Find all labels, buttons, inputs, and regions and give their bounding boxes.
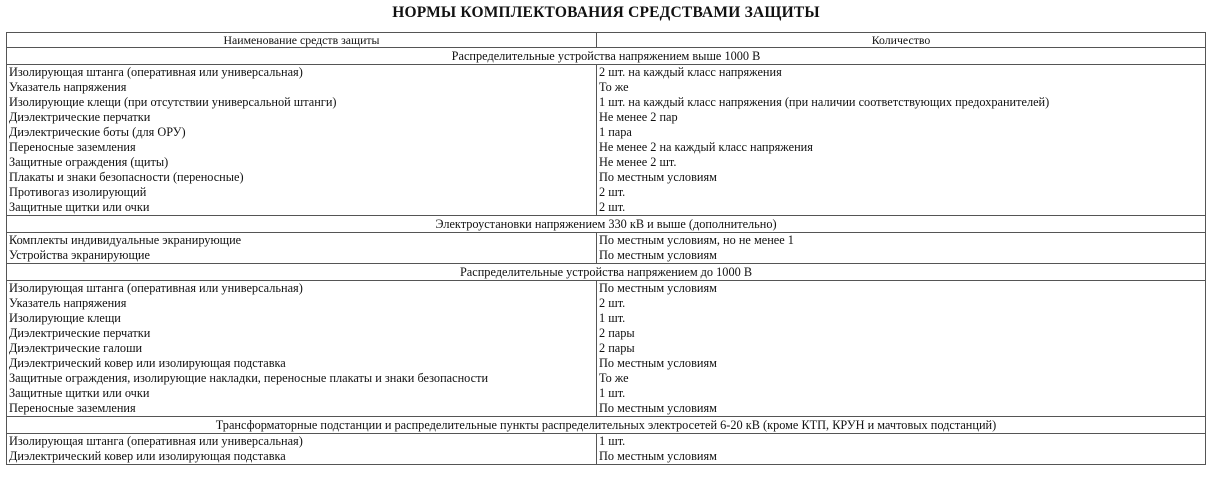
protection-item-quantity: 2 шт. (597, 185, 1206, 200)
table-row (7, 449, 1206, 465)
protection-item-quantity: 1 шт. на каждый класс напряжения (при наличии соответствующих предохранителей) (597, 95, 1206, 110)
protection-item-quantity: По местным условиям (597, 356, 1206, 371)
table-row (7, 95, 1206, 110)
protection-norms-table (6, 32, 1206, 465)
table-row (7, 371, 1206, 386)
page-title: НОРМЫ КОМПЛЕКТОВАНИЯ СРЕДСТВАМИ ЗАЩИТЫ (392, 4, 820, 21)
protection-item-name: Диэлектрические перчатки (7, 110, 597, 125)
protection-item-name: Защитные щитки или очки (7, 200, 597, 216)
protection-item-name: Диэлектрические боты (для ОРУ) (7, 125, 597, 140)
protection-item-name: Диэлектрический ковер или изолирующая подставка (7, 449, 597, 465)
table-row (7, 248, 1206, 264)
protection-item-name: Защитные щитки или очки (7, 386, 597, 401)
table-row (7, 65, 1206, 81)
protection-item-name: Указатель напряжения (7, 296, 597, 311)
protection-item-quantity: 1 пара (597, 125, 1206, 140)
table-row (7, 170, 1206, 185)
table-row (7, 125, 1206, 140)
protection-item-name: Переносные заземления (7, 140, 597, 155)
section-header-row (7, 417, 1206, 434)
protection-item-quantity: 1 шт. (597, 311, 1206, 326)
table-row (7, 326, 1206, 341)
protection-item-name: Комплекты индивидуальные экранирующие (7, 233, 597, 249)
protection-item-quantity: 2 пары (597, 341, 1206, 356)
protection-item-quantity: Не менее 2 на каждый класс напряжения (597, 140, 1206, 155)
table-row (7, 296, 1206, 311)
protection-item-name: Диэлектрические перчатки (7, 326, 597, 341)
table-row (7, 386, 1206, 401)
protection-item-name: Указатель напряжения (7, 80, 597, 95)
table-row (7, 233, 1206, 249)
protection-item-quantity: По местным условиям (597, 281, 1206, 297)
protection-item-quantity: То же (597, 371, 1206, 386)
protection-item-quantity: Не менее 2 шт. (597, 155, 1206, 170)
protection-item-name: Переносные заземления (7, 401, 597, 417)
column-header-name: Наименование средств защиты (7, 33, 597, 48)
protection-item-quantity: По местным условиям (597, 401, 1206, 417)
table-row (7, 341, 1206, 356)
protection-item-name: Защитные ограждения (щиты) (7, 155, 597, 170)
protection-item-name: Устройства экранирующие (7, 248, 597, 264)
protection-item-quantity: 1 шт. (597, 434, 1206, 450)
table-row (7, 356, 1206, 371)
table-row (7, 434, 1206, 450)
protection-item-name: Изолирующие клещи (при отсутствии универсальной штанги) (7, 95, 597, 110)
protection-item-quantity: По местным условиям, но не менее 1 (597, 233, 1206, 249)
section-header-row (7, 216, 1206, 233)
protection-item-name: Изолирующая штанга (оперативная или универсальная) (7, 65, 597, 81)
protection-item-quantity: 2 шт. (597, 200, 1206, 216)
protection-item-quantity: 2 шт. (597, 296, 1206, 311)
section-title: Распределительные устройства напряжением до 1000 В (7, 264, 1206, 281)
protection-item-quantity: По местным условиям (597, 248, 1206, 264)
protection-item-name: Изолирующие клещи (7, 311, 597, 326)
table-row (7, 110, 1206, 125)
protection-item-name: Изолирующая штанга (оперативная или универсальная) (7, 281, 597, 297)
protection-item-name: Защитные ограждения, изолирующие накладки, переносные плакаты и знаки безопасности (7, 371, 597, 386)
protection-item-quantity: Не менее 2 пар (597, 110, 1206, 125)
table-row (7, 155, 1206, 170)
protection-item-name: Противогаз изолирующий (7, 185, 597, 200)
protection-item-quantity: 2 пары (597, 326, 1206, 341)
protection-item-quantity: То же (597, 80, 1206, 95)
table-row (7, 311, 1206, 326)
protection-item-quantity: По местным условиям (597, 449, 1206, 465)
table-header-row (7, 33, 1206, 48)
protection-item-name: Плакаты и знаки безопасности (переносные) (7, 170, 597, 185)
table-row (7, 200, 1206, 216)
protection-item-name: Диэлектрические галоши (7, 341, 597, 356)
section-title: Трансформаторные подстанции и распределительные пункты распределительных электросетей 6-20 кВ (кроме КТП, КРУН и мачтовых подстанций) (7, 417, 1206, 434)
table-row (7, 281, 1206, 297)
section-title: Распределительные устройства напряжением выше 1000 В (7, 48, 1206, 65)
table-row (7, 140, 1206, 155)
column-header-quantity: Количество (597, 33, 1206, 48)
section-header-row (7, 48, 1206, 65)
section-title: Электроустановки напряжением 330 кВ и выше (дополнительно) (7, 216, 1206, 233)
table-row (7, 80, 1206, 95)
table-row (7, 401, 1206, 417)
protection-item-quantity: По местным условиям (597, 170, 1206, 185)
protection-item-quantity: 1 шт. (597, 386, 1206, 401)
section-header-row (7, 264, 1206, 281)
protection-item-name: Изолирующая штанга (оперативная или универсальная) (7, 434, 597, 450)
protection-item-name: Диэлектрический ковер или изолирующая подставка (7, 356, 597, 371)
table-row (7, 185, 1206, 200)
protection-item-quantity: 2 шт. на каждый класс напряжения (597, 65, 1206, 81)
